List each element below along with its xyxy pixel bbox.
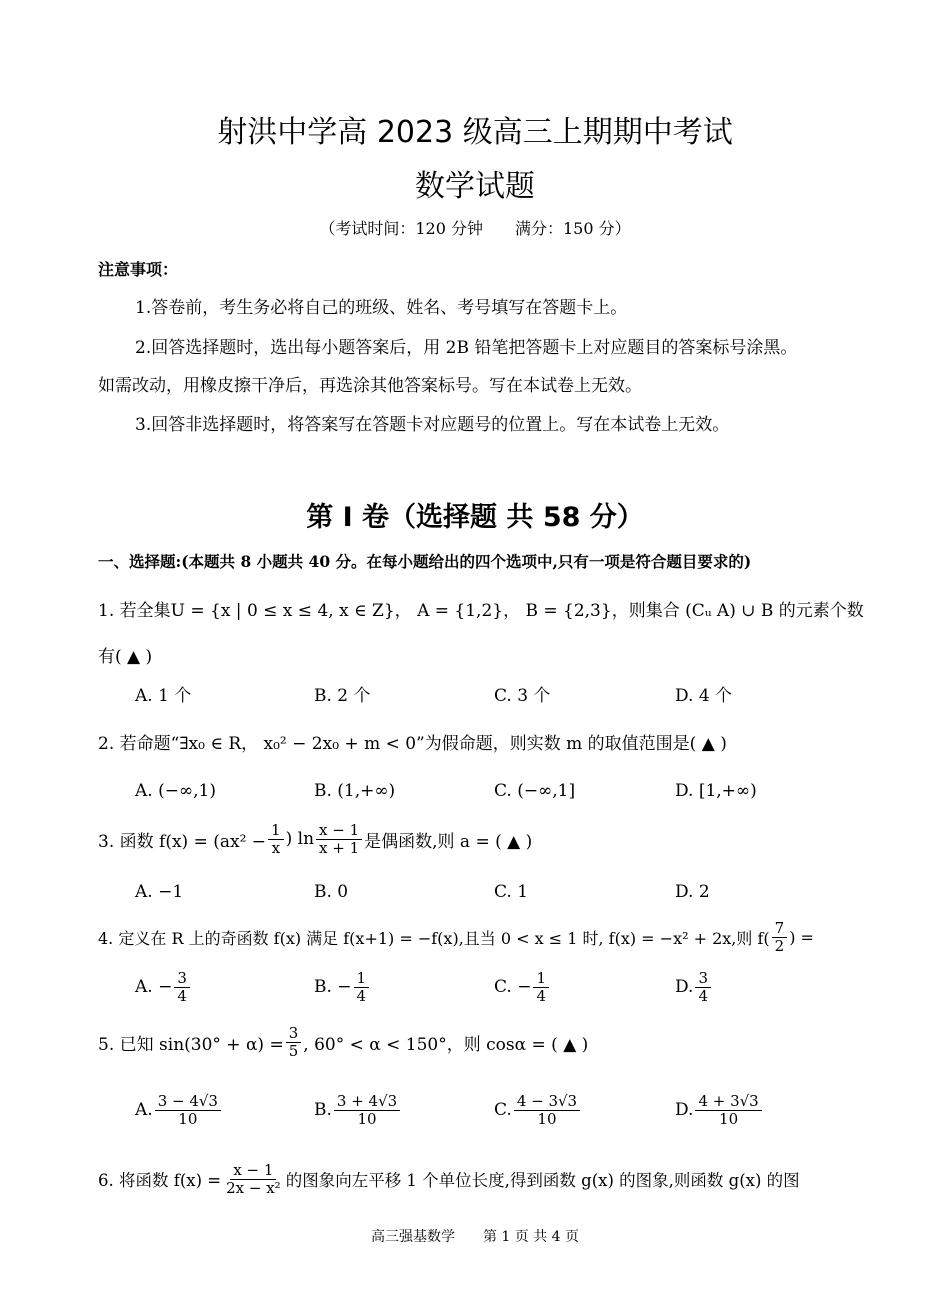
fraction-numerator: 1 xyxy=(268,822,284,840)
question-1-stem-cont: 有( ▲ ) xyxy=(98,647,153,667)
question-4-option-a xyxy=(135,970,192,1004)
question-2-option-c: C. (−∞,1] xyxy=(494,781,576,801)
question-2-option-b: B. (1,+∞) xyxy=(314,781,396,801)
question-3-option-d: D. 2 xyxy=(675,882,710,902)
exam-info: （考试时间：120 分钟 满分：150 分） xyxy=(319,219,631,238)
question-5-fraction xyxy=(286,1025,302,1059)
option-fraction xyxy=(334,1093,400,1127)
fraction-numerator: 3 xyxy=(174,970,190,988)
fraction-numerator: 3 xyxy=(286,1025,302,1043)
question-3-fraction xyxy=(316,822,362,856)
section-instruction: 一、选择题:(本题共 8 小题共 40 分。在每小题给出的四个选项中,只有一项是符合题目要求的) xyxy=(98,552,752,571)
question-3-stem-part: 是偶函数,则 a = ( ▲ ) xyxy=(364,831,533,852)
fraction-denominator: 5 xyxy=(288,1041,299,1060)
question-1-option-c: C. 3 个 xyxy=(494,686,551,706)
option-fraction xyxy=(174,970,190,1004)
question-3-option-b: B. 0 xyxy=(314,882,349,902)
option-fraction xyxy=(514,1093,580,1127)
fraction-numerator: 1 xyxy=(533,970,549,988)
question-4-option-b xyxy=(314,970,371,1004)
fraction-denominator: 4 xyxy=(536,986,546,1005)
option-prefix: A. xyxy=(135,1100,153,1120)
fraction-denominator: 10 xyxy=(178,1109,198,1128)
option-fraction xyxy=(533,970,549,1004)
question-2-option-d: D. [1,+∞) xyxy=(675,781,757,801)
notes-heading: 注意事项： xyxy=(98,260,179,279)
note-item: 3.回答非选择题时，将答案写在答题卡对应题号的位置上。写在本试卷上无效。 xyxy=(135,415,730,435)
note-item: 2.回答选择题时，选出每小题答案后，用 2B 铅笔把答题卡上对应题目的答案标号涂黑。 xyxy=(135,338,798,358)
question-4-option-c xyxy=(494,970,551,1004)
question-3-option-a: A. −1 xyxy=(135,882,184,902)
question-6-stem-part: 的图象向左平移 1 个单位长度,得到函数 g(x) 的图象,则函数 g(x) 的图 xyxy=(285,1171,800,1190)
question-3-stem xyxy=(98,822,532,856)
fraction-numerator: 3 + 4√3 xyxy=(334,1093,400,1111)
question-1-option-b: B. 2 个 xyxy=(314,686,371,706)
option-prefix: D. xyxy=(675,1100,694,1120)
question-3-stem-part: ) ln xyxy=(285,829,315,849)
question-1-option-d: D. 4 个 xyxy=(675,686,733,706)
question-6-stem xyxy=(98,1162,800,1196)
note-item: 如需改动，用橡皮擦干净后，再选涂其他答案标号。写在本试卷上无效。 xyxy=(98,376,642,396)
question-1-option-a: A. 1 个 xyxy=(135,686,192,706)
question-6-fraction xyxy=(223,1162,284,1196)
question-5-option-b xyxy=(314,1093,402,1127)
question-5-option-d xyxy=(675,1093,764,1127)
question-1-stem: 1. 若全集U = {x | 0 ≤ x ≤ 4, x ∈ Z}， A = {1,2}， B = {2,3}，则集合 (Cᵤ A) ∪ B 的元素个数 xyxy=(98,601,864,621)
option-fraction xyxy=(155,1093,221,1127)
fraction-denominator: 4 xyxy=(356,986,367,1005)
question-4-option-d xyxy=(675,970,713,1004)
fraction-numerator: x − 1 xyxy=(316,822,362,840)
fraction-numerator: x − 1 xyxy=(230,1162,276,1180)
fraction-denominator: 2x − x² xyxy=(226,1178,281,1197)
section-title: 第 I 卷（选择题 共 58 分） xyxy=(306,502,644,533)
option-prefix: D. xyxy=(675,977,694,997)
page-footer: 高三强基数学 第 1 页 共 4 页 xyxy=(370,1229,580,1245)
option-prefix: B. xyxy=(314,1100,332,1120)
question-5-stem xyxy=(98,1025,588,1059)
question-5-stem-part: , 60° < α < 150°，则 cosα = ( ▲ ) xyxy=(303,1034,589,1055)
fraction-numerator: 4 − 3√3 xyxy=(514,1093,580,1111)
option-fraction xyxy=(354,970,370,1004)
fraction-numerator: 3 − 4√3 xyxy=(155,1093,221,1111)
fraction-denominator: 2 xyxy=(774,936,785,955)
question-5-option-c xyxy=(494,1093,582,1127)
question-2-option-a: A. (−∞,1) xyxy=(135,781,216,801)
exam-subject-title: 数学试题 xyxy=(415,169,535,204)
exam-title: 射洪中学高 2023 级高三上期期中考试 xyxy=(217,115,733,150)
option-prefix: B. − xyxy=(314,977,352,997)
question-3-fraction xyxy=(268,822,284,856)
option-fraction xyxy=(695,970,711,1004)
fraction-numerator: 1 xyxy=(354,970,370,988)
option-fraction xyxy=(695,1093,761,1127)
option-prefix: C. − xyxy=(494,977,532,997)
question-3-stem-part: 3. 函数 f(x) = (ax² − xyxy=(98,831,267,852)
question-2-stem: 2. 若命题“∃x₀ ∈ R， x₀² − 2x₀ + m < 0”为假命题，则实数 m 的取值范围是( ▲ ) xyxy=(98,734,727,754)
fraction-denominator: 10 xyxy=(537,1109,557,1128)
fraction-denominator: x xyxy=(271,838,281,857)
note-item: 1.答卷前，考生务必将自己的班级、姓名、考号填写在答题卡上。 xyxy=(135,298,628,318)
fraction-numerator: 4 + 3√3 xyxy=(695,1093,761,1111)
question-5-option-a xyxy=(135,1093,223,1127)
question-4-fraction xyxy=(772,920,788,954)
question-4-stem-part: ) = xyxy=(789,927,814,947)
fraction-denominator: 4 xyxy=(177,986,187,1005)
fraction-denominator: 4 xyxy=(698,986,708,1005)
question-4-stem xyxy=(98,920,814,954)
question-4-stem-part: 4. 定义在 R 上的奇函数 f(x) 满足 f(x+1) = −f(x),且当 0 < x ≤ 1 时, f(x) = −x² + 2x,则 f( xyxy=(98,928,770,948)
question-3-option-c: C. 1 xyxy=(494,882,529,902)
question-5-stem-part: 5. 已知 sin(30° + α) = xyxy=(98,1034,284,1055)
question-6-stem-part: 6. 将函数 f(x) = xyxy=(98,1171,222,1190)
option-prefix: C. xyxy=(494,1100,512,1120)
fraction-denominator: 10 xyxy=(719,1109,739,1128)
option-prefix: A. − xyxy=(135,977,173,997)
fraction-numerator: 7 xyxy=(772,920,788,938)
fraction-denominator: x + 1 xyxy=(319,838,360,857)
fraction-numerator: 3 xyxy=(695,970,711,988)
fraction-denominator: 10 xyxy=(357,1109,377,1128)
